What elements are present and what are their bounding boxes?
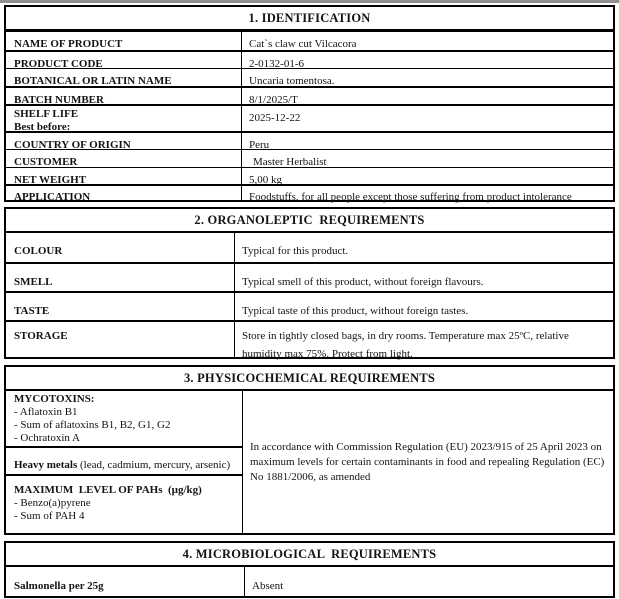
row-label: STORAGE <box>14 330 68 342</box>
table-row-colour <box>6 233 613 262</box>
row-value: Typical smell of this product, without foreign flavours. <box>242 276 484 288</box>
table-row-country-of-origin <box>6 131 613 149</box>
row-heading-detail: (lead, cadmium, mercury, arsenic) <box>77 459 231 471</box>
list-item: - Benzo(a)pyrene <box>14 497 91 509</box>
row-label: BOTANICAL OR LATIN NAME <box>14 75 172 87</box>
row-label: SHELF LIFE <box>14 108 79 120</box>
row-value: Typical taste of this product, without foreign tastes. <box>242 305 469 317</box>
row-value: 2-0132-01-6 <box>249 58 304 70</box>
table-row-product-code <box>6 50 613 68</box>
row-label: SMELL <box>14 276 53 288</box>
section-physicochemical <box>4 365 615 535</box>
table-row-pahs <box>6 474 242 533</box>
list-item: - Sum of aflatoxins B1, B2, G1, G2 <box>14 419 171 431</box>
table-row-customer <box>6 149 613 167</box>
list-item: - Aflatoxin B1 <box>14 406 78 418</box>
row-value: Uncaria tomentosa. <box>249 75 335 87</box>
table-row-heavy-metals <box>6 446 242 474</box>
row-value: Typical for this product. <box>242 245 349 257</box>
row-label: COLOUR <box>14 245 63 257</box>
row-label: PRODUCT CODE <box>14 58 103 70</box>
table-row-storage <box>6 320 613 360</box>
table-row-net-weight <box>6 167 613 184</box>
spec-sheet-document <box>4 5 615 598</box>
section-identification-title: 1. IDENTIFICATION <box>6 7 613 32</box>
row-label: NET WEIGHT <box>14 174 87 186</box>
table-row-batch-number <box>6 86 613 104</box>
row-value: Master Herbalist <box>253 156 327 168</box>
regulation-reference-text: In accordance with Commission Regulation (EU) 2023/915 of 25 April 2023 on maximum levels for certain contaminants in food and repealing Regulation (EC) No 1881/2006, as amended <box>250 440 605 483</box>
row-sublabel: Best before: <box>14 121 71 133</box>
row-label: TASTE <box>14 305 50 317</box>
section-physicochemical-title: 3. PHYSICOCHEMICAL REQUIREMENTS <box>6 367 613 391</box>
row-label: Salmonella per 25g <box>14 580 104 592</box>
section-microbiological <box>4 541 615 598</box>
table-row-salmonella <box>6 567 613 596</box>
section-organoleptic-title: 2. ORGANOLEPTIC REQUIREMENTS <box>6 209 613 233</box>
section-microbiological-title: 4. MICROBIOLOGICAL REQUIREMENTS <box>6 543 613 567</box>
row-label: COUNTRY OF ORIGIN <box>14 139 131 151</box>
row-heading: MAXIMUM LEVEL OF PAHs (µg/kg) <box>14 484 202 496</box>
scan-edge-artifact <box>0 0 619 3</box>
row-label: CUSTOMER <box>14 156 78 168</box>
section-identification <box>4 5 615 202</box>
table-row-application <box>6 184 613 203</box>
table-row-smell <box>6 262 613 291</box>
row-heading: Heavy metals <box>14 459 78 471</box>
row-label: BATCH NUMBER <box>14 94 104 106</box>
table-row-mycotoxins <box>6 391 242 446</box>
list-item: - Sum of PAH 4 <box>14 510 85 522</box>
row-label: NAME OF PRODUCT <box>14 38 123 50</box>
row-heading: MYCOTOXINS: <box>14 393 95 405</box>
table-row-botanical-name <box>6 68 613 86</box>
regulation-reference-cell <box>243 391 613 533</box>
row-value: Foodstuffs, for all people except those suffering from product intolerance <box>249 191 572 203</box>
row-label: APPLICATION <box>14 191 91 203</box>
list-item: - Ochratoxin A <box>14 432 80 444</box>
row-value: Cat`s claw cut Vilcacora <box>249 38 357 50</box>
row-value: Absent <box>252 580 284 592</box>
table-row-name-of-product <box>6 32 613 50</box>
row-value: Peru <box>249 139 270 151</box>
table-row-shelf-life <box>6 104 613 131</box>
row-value: 5,00 kg <box>249 174 282 186</box>
row-value: Store in tightly closed bags, in dry rooms. Temperature max 25ºC, relative humidity max 75%. Protect from light. <box>242 330 569 360</box>
row-value: 8/1/2025/T <box>249 94 298 106</box>
row-value: 2025-12-22 <box>249 112 301 124</box>
table-row-taste <box>6 291 613 320</box>
section-organoleptic <box>4 207 615 359</box>
